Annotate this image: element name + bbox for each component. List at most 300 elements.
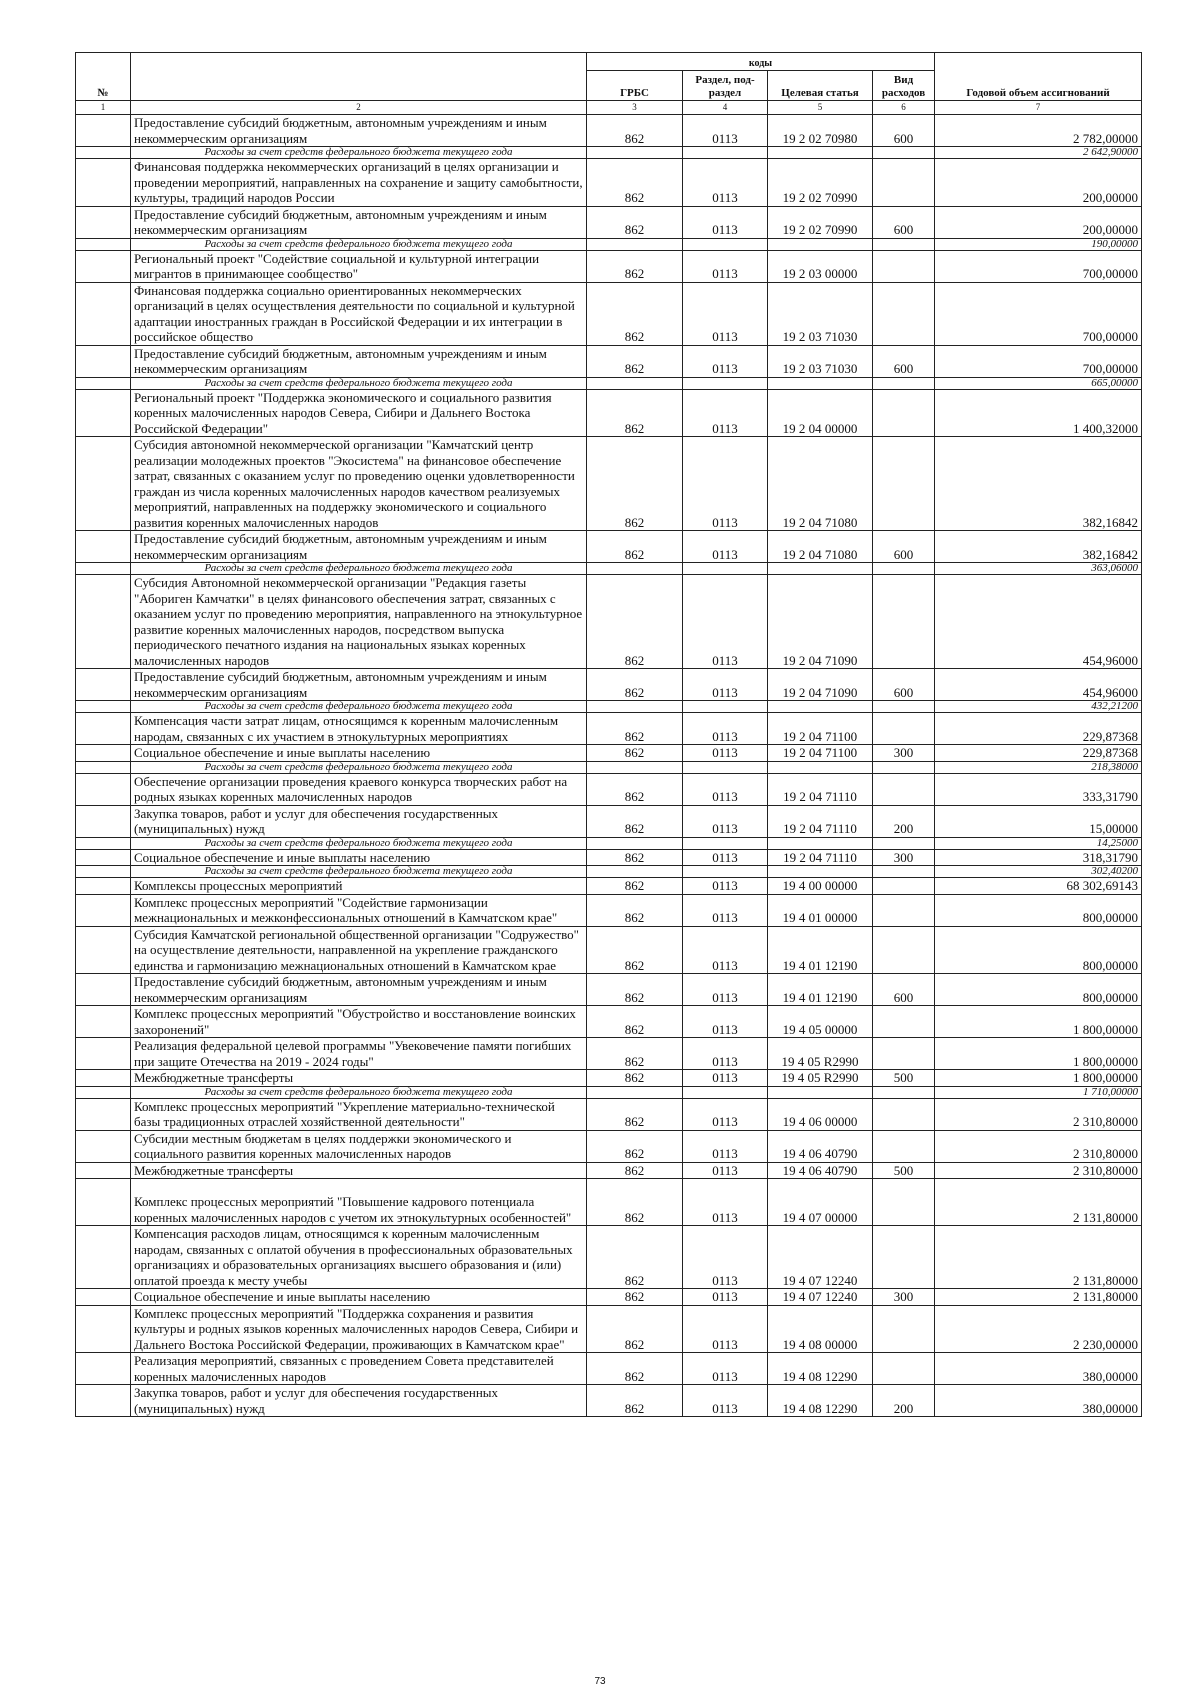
table-row: [76, 575, 1142, 669]
budget-table: [75, 52, 1142, 1417]
header-section: Раздел, под-раздел: [683, 71, 768, 101]
row-expense-kind: 300: [873, 1289, 935, 1306]
row-name: Реализация федеральной целевой программы "Увековечение памяти погибших при защите Отечества на 2019 - 2024 годы": [131, 1038, 587, 1070]
row-index-cell: [76, 575, 131, 669]
row-section: 0113: [683, 974, 768, 1006]
row-target-article: [768, 377, 873, 389]
row-target-article: 19 4 01 12190: [768, 974, 873, 1006]
row-expense-kind: [873, 773, 935, 805]
row-name: Социальное обеспечение и иные выплаты населению: [131, 849, 587, 866]
row-expense-kind: [873, 837, 935, 849]
row-section: 0113: [683, 1038, 768, 1070]
row-name: Межбюджетные трансферты: [131, 1070, 587, 1087]
row-expense-kind: [873, 701, 935, 713]
row-expense-kind: [873, 437, 935, 531]
row-index-cell: [76, 1130, 131, 1162]
row-target-article: [768, 238, 873, 250]
row-section: [683, 866, 768, 878]
page-number: 73: [594, 1676, 606, 1687]
row-expense-kind: [873, 282, 935, 345]
row-amount: 1 400,32000: [935, 389, 1142, 437]
row-name: Социальное обеспечение и иные выплаты населению: [131, 745, 587, 762]
row-grbs: [587, 837, 683, 849]
row-name: Региональный проект "Содействие социальной и культурной интеграции мигрантов в принимающее сообщество": [131, 250, 587, 282]
row-target-article: 19 4 07 12240: [768, 1226, 873, 1289]
row-expense-kind: 500: [873, 1070, 935, 1087]
row-section: [683, 563, 768, 575]
row-amount: 68 302,69143: [935, 878, 1142, 895]
row-section: 0113: [683, 745, 768, 762]
row-grbs: 862: [587, 773, 683, 805]
row-grbs: 862: [587, 1006, 683, 1038]
row-name: Компенсация расходов лицам, относящимся к коренным малочисленным народам, связанных с оплатой обучения в профессиональных образовательных организациях и образовательных организациях высшего образования и (или) оплатой проезда к месту учебы: [131, 1226, 587, 1289]
table-row: [76, 669, 1142, 701]
row-target-article: 19 4 08 12290: [768, 1385, 873, 1417]
colnum-7: 7: [935, 101, 1142, 115]
row-target-article: 19 2 02 70990: [768, 159, 873, 207]
row-expense-kind: 200: [873, 805, 935, 837]
row-index-cell: [76, 206, 131, 238]
row-expense-kind: [873, 1130, 935, 1162]
row-section: 0113: [683, 1130, 768, 1162]
row-amount: 229,87368: [935, 713, 1142, 745]
row-grbs: 862: [587, 250, 683, 282]
row-grbs: 862: [587, 1098, 683, 1130]
row-name: Расходы за счет средств федерального бюджета текущего года: [131, 563, 587, 575]
row-target-article: 19 2 04 00000: [768, 389, 873, 437]
row-name: Предоставление субсидий бюджетным, автономным учреждениям и иным некоммерческим организациям: [131, 974, 587, 1006]
row-expense-kind: [873, 926, 935, 974]
row-index-cell: [76, 345, 131, 377]
row-name: Расходы за счет средств федерального бюджета текущего года: [131, 837, 587, 849]
row-section: 0113: [683, 1098, 768, 1130]
row-grbs: 862: [587, 389, 683, 437]
row-section: 0113: [683, 894, 768, 926]
colnum-2: 2: [131, 101, 587, 115]
row-grbs: [587, 563, 683, 575]
row-section: 0113: [683, 389, 768, 437]
table-row: [76, 1353, 1142, 1385]
row-target-article: 19 4 06 40790: [768, 1130, 873, 1162]
row-grbs: [587, 1086, 683, 1098]
table-row: [76, 1305, 1142, 1353]
row-amount: 14,25000: [935, 837, 1142, 849]
table-row: [76, 1070, 1142, 1087]
row-index-cell: [76, 1289, 131, 1306]
row-section: [683, 238, 768, 250]
row-target-article: 19 4 01 12190: [768, 926, 873, 974]
table-row: [76, 1289, 1142, 1306]
row-grbs: 862: [587, 1130, 683, 1162]
row-expense-kind: [873, 713, 935, 745]
row-index-cell: [76, 745, 131, 762]
row-index-cell: [76, 894, 131, 926]
row-target-article: 19 2 02 70990: [768, 206, 873, 238]
row-index-cell: [76, 805, 131, 837]
row-amount: 363,06000: [935, 563, 1142, 575]
table-row: [76, 974, 1142, 1006]
row-name: Расходы за счет средств федерального бюджета текущего года: [131, 1086, 587, 1098]
row-grbs: 862: [587, 531, 683, 563]
row-amount: 229,87368: [935, 745, 1142, 762]
row-amount: 800,00000: [935, 974, 1142, 1006]
row-name: Расходы за счет средств федерального бюджета текущего года: [131, 701, 587, 713]
table-body: [76, 115, 1142, 1417]
row-expense-kind: [873, 250, 935, 282]
table-row: [76, 250, 1142, 282]
row-target-article: 19 2 04 71110: [768, 805, 873, 837]
row-name: Компенсация части затрат лицам, относящимся к коренным малочисленным народам, связанных с их участием в этнокультурных мероприятиях: [131, 713, 587, 745]
table-row: [76, 1226, 1142, 1289]
row-grbs: 862: [587, 1385, 683, 1417]
row-section: 0113: [683, 1006, 768, 1038]
header-target: Целевая статья: [768, 71, 873, 101]
table-row: [76, 878, 1142, 895]
row-section: 0113: [683, 1385, 768, 1417]
row-index-cell: [76, 1385, 131, 1417]
row-target-article: 19 2 03 00000: [768, 250, 873, 282]
row-name: Финансовая поддержка социально ориентированных некоммерческих организаций в целях осуществления деятельности по социальной и культурной адаптации иностранных граждан в Российской Федерации и их интеграции в российское общество: [131, 282, 587, 345]
row-index-cell: [76, 878, 131, 895]
colnum-6: 6: [873, 101, 935, 115]
table-row: [76, 805, 1142, 837]
row-amount: 15,00000: [935, 805, 1142, 837]
row-target-article: 19 4 07 12240: [768, 1289, 873, 1306]
row-index-cell: [76, 389, 131, 437]
row-grbs: 862: [587, 849, 683, 866]
header-name: [131, 53, 587, 101]
row-section: 0113: [683, 926, 768, 974]
row-target-article: 19 2 03 71030: [768, 345, 873, 377]
row-section: [683, 761, 768, 773]
row-amount: 2 131,80000: [935, 1289, 1142, 1306]
row-expense-kind: [873, 147, 935, 159]
row-index-cell: [76, 866, 131, 878]
row-target-article: 19 4 07 00000: [768, 1179, 873, 1226]
row-expense-kind: [873, 1098, 935, 1130]
row-name: Закупка товаров, работ и услуг для обеспечения государственных (муниципальных) нужд: [131, 1385, 587, 1417]
row-expense-kind: [873, 377, 935, 389]
row-amount: 380,00000: [935, 1353, 1142, 1385]
colnum-3: 3: [587, 101, 683, 115]
row-expense-kind: [873, 1086, 935, 1098]
table-row: [76, 345, 1142, 377]
row-grbs: 862: [587, 745, 683, 762]
row-expense-kind: [873, 1038, 935, 1070]
row-name: Комплекс процессных мероприятий "Повышение кадрового потенциала коренных малочисленных народов с учетом их этнокультурных особенностей": [131, 1179, 587, 1226]
table-row: [76, 1162, 1142, 1179]
row-name: Расходы за счет средств федерального бюджета текущего года: [131, 377, 587, 389]
row-section: 0113: [683, 805, 768, 837]
row-section: [683, 377, 768, 389]
row-section: 0113: [683, 531, 768, 563]
row-index-cell: [76, 849, 131, 866]
row-index-cell: [76, 773, 131, 805]
row-amount: 2 230,00000: [935, 1305, 1142, 1353]
row-index-cell: [76, 437, 131, 531]
row-amount: 2 782,00000: [935, 115, 1142, 147]
row-index-cell: [76, 1038, 131, 1070]
row-section: 0113: [683, 773, 768, 805]
row-grbs: 862: [587, 1070, 683, 1087]
table-row: [76, 894, 1142, 926]
row-expense-kind: [873, 238, 935, 250]
table-row: [76, 1385, 1142, 1417]
row-section: 0113: [683, 1162, 768, 1179]
row-section: 0113: [683, 115, 768, 147]
row-section: [683, 1086, 768, 1098]
row-target-article: 19 2 04 71080: [768, 531, 873, 563]
row-amount: 454,96000: [935, 575, 1142, 669]
row-section: 0113: [683, 713, 768, 745]
row-index-cell: [76, 1226, 131, 1289]
table-row: [76, 437, 1142, 531]
row-name: Предоставление субсидий бюджетным, автономным учреждениям и иным некоммерческим организациям: [131, 669, 587, 701]
row-amount: 2 642,90000: [935, 147, 1142, 159]
row-grbs: 862: [587, 926, 683, 974]
row-section: 0113: [683, 437, 768, 531]
federal-budget-row: [76, 866, 1142, 878]
row-target-article: 19 4 01 00000: [768, 894, 873, 926]
table-row: [76, 282, 1142, 345]
row-name: Обеспечение организации проведения краевого конкурса творческих работ на родных языках коренных малочисленных народов: [131, 773, 587, 805]
row-index-cell: [76, 563, 131, 575]
row-index-cell: [76, 377, 131, 389]
row-grbs: 862: [587, 437, 683, 531]
row-amount: 2 310,80000: [935, 1098, 1142, 1130]
row-grbs: [587, 238, 683, 250]
row-amount: 700,00000: [935, 345, 1142, 377]
row-name: Предоставление субсидий бюджетным, автономным учреждениям и иным некоммерческим организациям: [131, 531, 587, 563]
row-grbs: 862: [587, 115, 683, 147]
row-amount: 665,00000: [935, 377, 1142, 389]
row-expense-kind: 500: [873, 1162, 935, 1179]
header-amount: Годовой объем ассигнований: [935, 53, 1142, 101]
row-index-cell: [76, 974, 131, 1006]
row-expense-kind: 600: [873, 115, 935, 147]
federal-budget-row: [76, 837, 1142, 849]
row-amount: 302,40200: [935, 866, 1142, 878]
row-grbs: 862: [587, 1305, 683, 1353]
row-name: Комплексы процессных мероприятий: [131, 878, 587, 895]
table-row: [76, 1098, 1142, 1130]
row-target-article: 19 2 04 71090: [768, 669, 873, 701]
row-section: 0113: [683, 1289, 768, 1306]
row-section: 0113: [683, 206, 768, 238]
row-expense-kind: [873, 159, 935, 207]
row-amount: 700,00000: [935, 250, 1142, 282]
row-index-cell: [76, 713, 131, 745]
row-index-cell: [76, 1162, 131, 1179]
row-index-cell: [76, 115, 131, 147]
federal-budget-row: [76, 563, 1142, 575]
row-amount: 382,16842: [935, 437, 1142, 531]
row-grbs: 862: [587, 1179, 683, 1226]
row-target-article: [768, 866, 873, 878]
row-index-cell: [76, 250, 131, 282]
row-section: 0113: [683, 250, 768, 282]
federal-budget-row: [76, 238, 1142, 250]
row-amount: 318,31790: [935, 849, 1142, 866]
row-section: [683, 701, 768, 713]
table-row: [76, 745, 1142, 762]
row-name: Финансовая поддержка некоммерческих организаций в целях организации и проведении мероприятий, направленных на сохранение и защиту самобытности, культуры, традиций народов России: [131, 159, 587, 207]
row-grbs: 862: [587, 159, 683, 207]
row-expense-kind: [873, 1179, 935, 1226]
row-grbs: 862: [587, 878, 683, 895]
row-section: [683, 147, 768, 159]
row-index-cell: [76, 1070, 131, 1087]
row-grbs: 862: [587, 1289, 683, 1306]
row-amount: 2 131,80000: [935, 1179, 1142, 1226]
row-target-article: 19 2 03 71030: [768, 282, 873, 345]
header-codes: коды: [587, 53, 935, 71]
row-expense-kind: 200: [873, 1385, 935, 1417]
row-name: Социальное обеспечение и иные выплаты населению: [131, 1289, 587, 1306]
row-name: Расходы за счет средств федерального бюджета текущего года: [131, 866, 587, 878]
row-section: 0113: [683, 1226, 768, 1289]
row-section: 0113: [683, 345, 768, 377]
row-name: Субсидия автономной некоммерческой организации "Камчатский центр реализации молодежных проектов "Экосистема" на финансовое обеспечение затрат, связанных с оказанием услуг по проведению оценки удовлетворенности граждан из числа коренных малочисленных народов качеством реализуемых мероприятий, направленных на поддержку экономического и социального развития коренных малочисленных народов: [131, 437, 587, 531]
row-index-cell: [76, 837, 131, 849]
row-index-cell: [76, 761, 131, 773]
table-row: [76, 713, 1142, 745]
row-amount: 2 131,80000: [935, 1226, 1142, 1289]
row-section: 0113: [683, 1353, 768, 1385]
row-amount: 700,00000: [935, 282, 1142, 345]
row-grbs: 862: [587, 282, 683, 345]
row-target-article: [768, 1086, 873, 1098]
row-index-cell: [76, 147, 131, 159]
row-name: Расходы за счет средств федерального бюджета текущего года: [131, 761, 587, 773]
row-index-cell: [76, 669, 131, 701]
row-target-article: 19 4 05 R2990: [768, 1070, 873, 1087]
row-target-article: 19 2 04 71100: [768, 713, 873, 745]
row-grbs: 862: [587, 206, 683, 238]
row-name: Реализация мероприятий, связанных с проведением Совета представителей коренных малочисленных народов: [131, 1353, 587, 1385]
row-name: Предоставление субсидий бюджетным, автономным учреждениям и иным некоммерческим организациям: [131, 115, 587, 147]
table-row: [76, 389, 1142, 437]
table-row: [76, 1179, 1142, 1226]
row-index-cell: [76, 1305, 131, 1353]
row-expense-kind: 300: [873, 745, 935, 762]
table-row: [76, 115, 1142, 147]
row-target-article: 19 4 00 00000: [768, 878, 873, 895]
row-amount: 454,96000: [935, 669, 1142, 701]
row-grbs: 862: [587, 805, 683, 837]
table-row: [76, 159, 1142, 207]
row-index-cell: [76, 531, 131, 563]
row-section: 0113: [683, 849, 768, 866]
row-index-cell: [76, 1006, 131, 1038]
row-amount: 2 310,80000: [935, 1162, 1142, 1179]
row-expense-kind: [873, 1006, 935, 1038]
row-target-article: 19 4 08 12290: [768, 1353, 873, 1385]
row-section: 0113: [683, 1305, 768, 1353]
row-index-cell: [76, 1086, 131, 1098]
row-grbs: [587, 377, 683, 389]
row-amount: 800,00000: [935, 926, 1142, 974]
row-target-article: [768, 761, 873, 773]
row-index-cell: [76, 701, 131, 713]
row-amount: 1 800,00000: [935, 1070, 1142, 1087]
row-grbs: 862: [587, 575, 683, 669]
row-section: [683, 837, 768, 849]
row-target-article: 19 2 04 71090: [768, 575, 873, 669]
row-index-cell: [76, 1353, 131, 1385]
row-expense-kind: [873, 1353, 935, 1385]
row-expense-kind: [873, 563, 935, 575]
row-index-cell: [76, 159, 131, 207]
row-amount: 1 800,00000: [935, 1006, 1142, 1038]
row-grbs: 862: [587, 345, 683, 377]
table-header: [76, 53, 1142, 115]
row-amount: 382,16842: [935, 531, 1142, 563]
table-row: [76, 531, 1142, 563]
row-name: Комплекс процессных мероприятий "Поддержка сохранения и развития культуры и родных языков коренных малочисленных народов Севера, Сибири и Дальнего Востока Российской Федерации, проживающих в Камчатском крае": [131, 1305, 587, 1353]
row-expense-kind: 600: [873, 345, 935, 377]
row-target-article: [768, 147, 873, 159]
table-row: [76, 1038, 1142, 1070]
row-section: 0113: [683, 878, 768, 895]
row-name: Субсидия Камчатской региональной общественной организации "Содружество" на осуществление деятельности, направленной на укрепление гражданского единства и гармонизацию межнациональных отношений в Камчатском крае: [131, 926, 587, 974]
row-expense-kind: 600: [873, 974, 935, 1006]
row-name: Комплекс процессных мероприятий "Содействие гармонизации межнациональных и межконфессиональных отношений в Камчатском крае": [131, 894, 587, 926]
row-expense-kind: [873, 1226, 935, 1289]
row-grbs: 862: [587, 1353, 683, 1385]
federal-budget-row: [76, 1086, 1142, 1098]
row-index-cell: [76, 926, 131, 974]
row-expense-kind: [873, 866, 935, 878]
row-grbs: 862: [587, 1162, 683, 1179]
row-target-article: 19 4 05 R2990: [768, 1038, 873, 1070]
table-row: [76, 773, 1142, 805]
row-amount: 432,21200: [935, 701, 1142, 713]
table-row: [76, 849, 1142, 866]
federal-budget-row: [76, 377, 1142, 389]
row-expense-kind: [873, 575, 935, 669]
row-grbs: 862: [587, 1038, 683, 1070]
row-target-article: 19 2 04 71110: [768, 849, 873, 866]
row-index-cell: [76, 282, 131, 345]
row-name: Расходы за счет средств федерального бюджета текущего года: [131, 238, 587, 250]
row-section: 0113: [683, 575, 768, 669]
row-grbs: 862: [587, 669, 683, 701]
row-target-article: 19 2 02 70980: [768, 115, 873, 147]
row-amount: 200,00000: [935, 206, 1142, 238]
row-expense-kind: [873, 389, 935, 437]
header-grbs: ГРБС: [587, 71, 683, 101]
row-amount: 1 710,00000: [935, 1086, 1142, 1098]
row-expense-kind: [873, 1305, 935, 1353]
row-amount: 1 800,00000: [935, 1038, 1142, 1070]
row-amount: 333,31790: [935, 773, 1142, 805]
row-amount: 800,00000: [935, 894, 1142, 926]
row-target-article: 19 4 06 00000: [768, 1098, 873, 1130]
table-row: [76, 1006, 1142, 1038]
row-target-article: 19 2 04 71100: [768, 745, 873, 762]
row-section: 0113: [683, 669, 768, 701]
row-grbs: 862: [587, 894, 683, 926]
row-name: Межбюджетные трансферты: [131, 1162, 587, 1179]
row-expense-kind: 600: [873, 531, 935, 563]
row-amount: 2 310,80000: [935, 1130, 1142, 1162]
row-name: Закупка товаров, работ и услуг для обеспечения государственных (муниципальных) нужд: [131, 805, 587, 837]
row-index-cell: [76, 1098, 131, 1130]
row-index-cell: [76, 1179, 131, 1226]
row-expense-kind: [873, 761, 935, 773]
row-amount: 190,00000: [935, 238, 1142, 250]
